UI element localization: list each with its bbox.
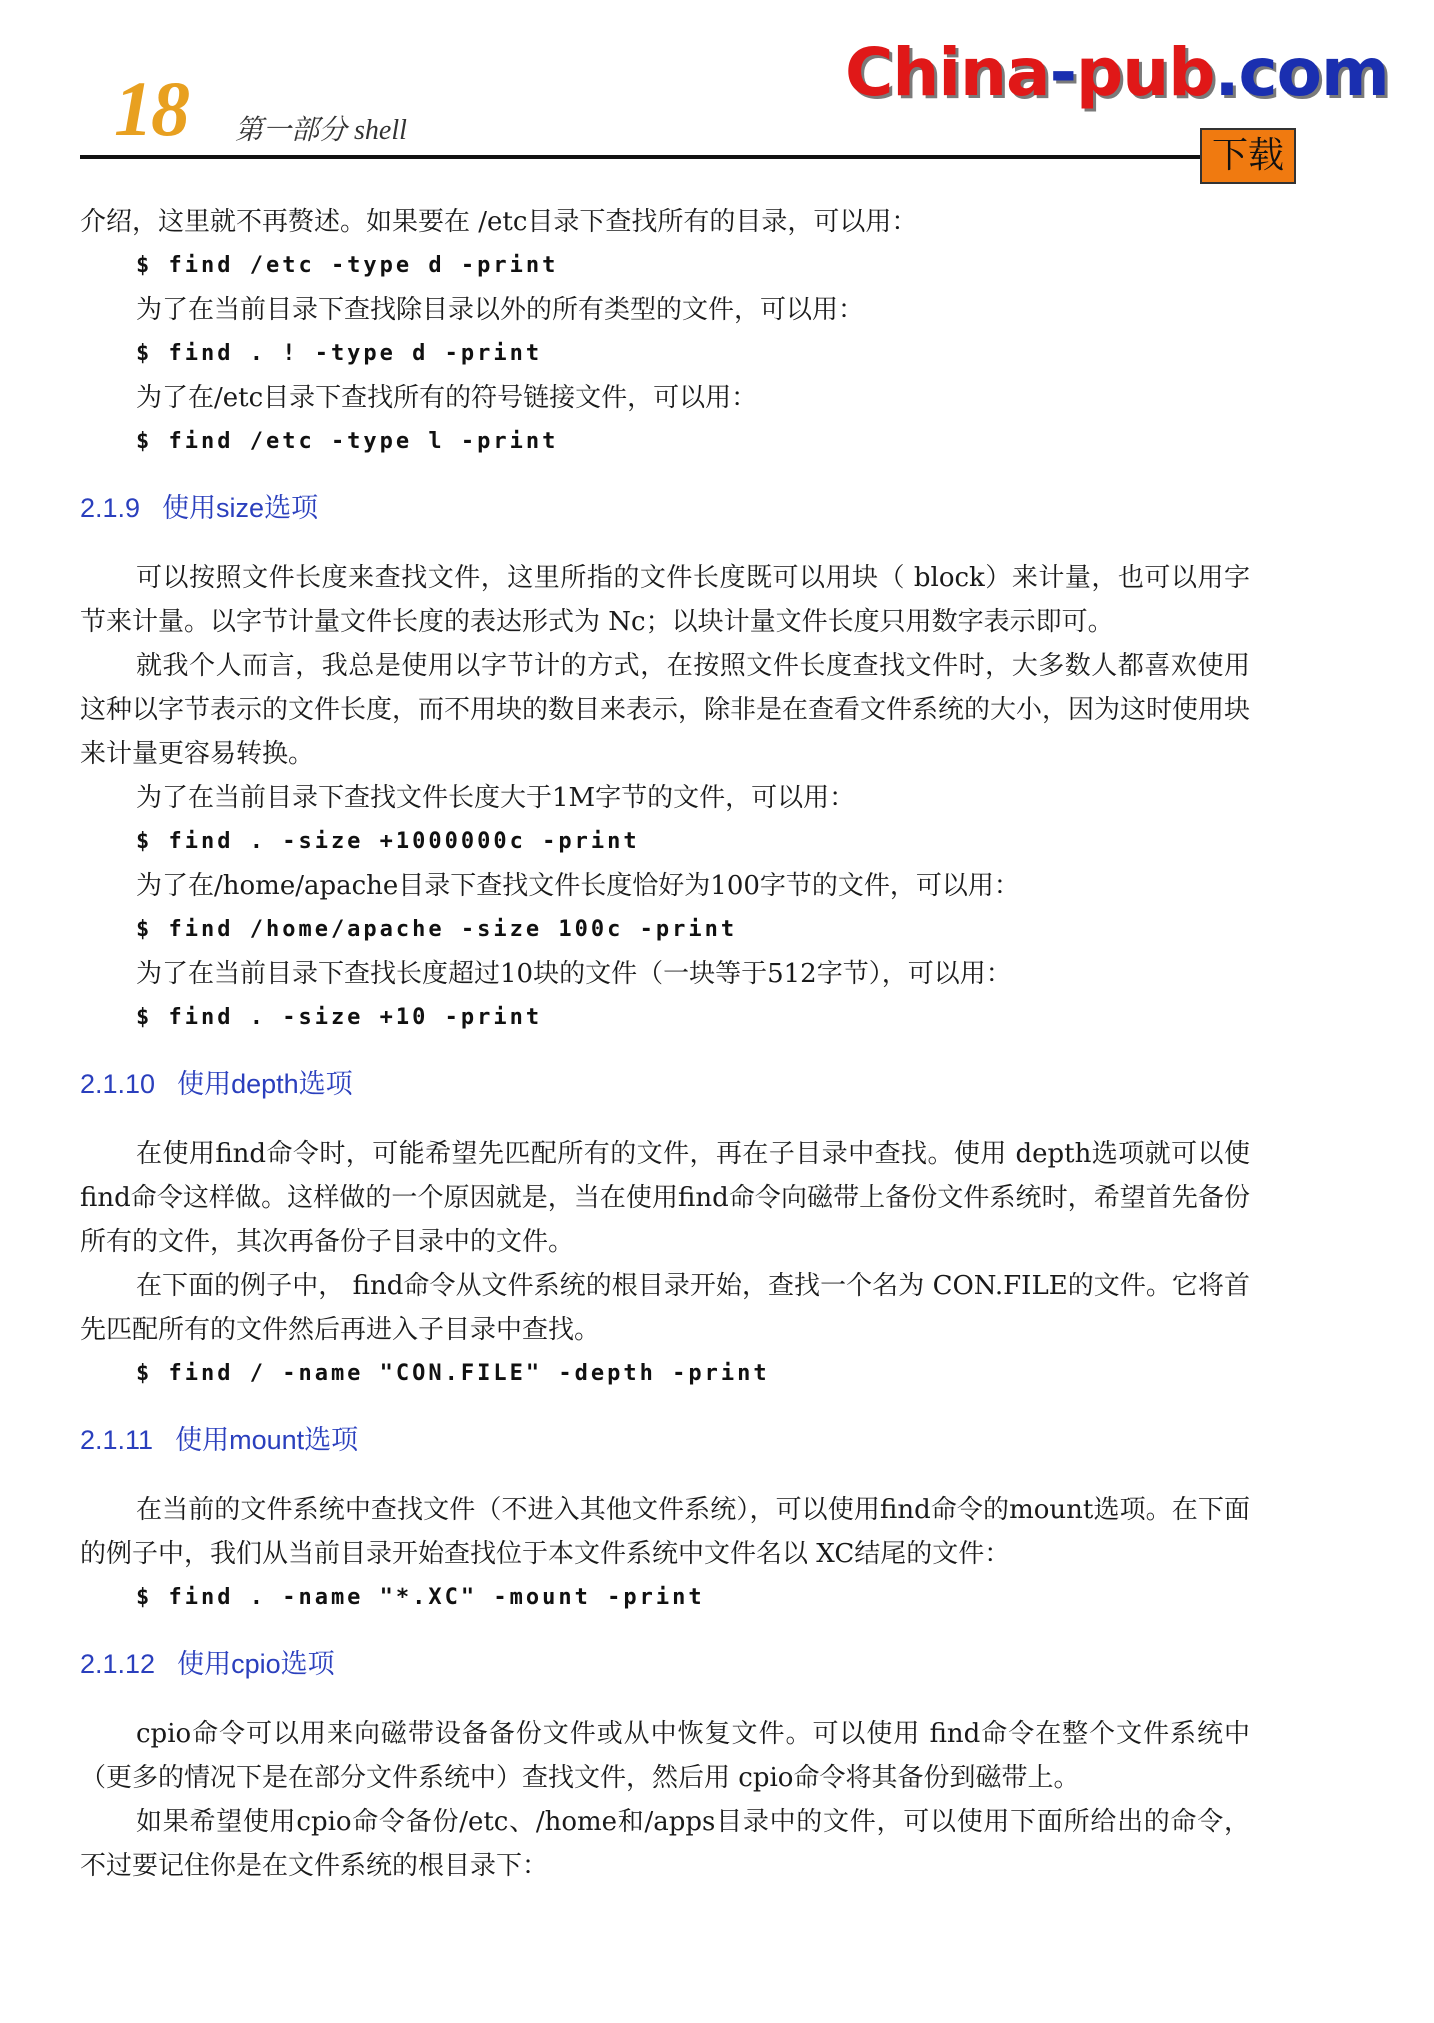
section-title: 使用depth选项 <box>177 1069 353 1099</box>
code-line: $ find . ! -type d -print <box>136 341 543 366</box>
section-heading <box>80 1644 1250 1684</box>
paragraph: 如果希望使用cpio命令备份/etc、/home和/apps目录中的文件，可以使用下面所给出的命令，不过要记住你是在文件系统的根目录下： <box>80 1807 1250 1881</box>
paragraph: 为了在/etc目录下查找所有的符号链接文件，可以用： <box>136 383 758 413</box>
download-badge[interactable]: 下载 <box>1200 128 1296 184</box>
paragraph: 就我个人而言，我总是使用以字节计的方式，在按照文件长度查找文件时，大多数人都喜欢使用这种以字节表示的文件长度，而不用块的数目来表示，除非是在查看文件系统的大小，因为这时使用块来计量更容易转换。 <box>80 651 1251 769</box>
section-number: 2.1.11 <box>80 1425 154 1455</box>
section-heading <box>80 488 1250 528</box>
section-heading <box>80 1420 1250 1460</box>
section-number: 2.1.12 <box>80 1649 156 1679</box>
code-line: $ find /etc -type l -print <box>136 429 559 454</box>
code-line: $ find /etc -type d -print <box>136 253 559 278</box>
paragraph: 在下面的例子中， find命令从文件系统的根目录开始，查找一个名为 CON.FILE的文件。它将首先匹配所有的文件然后再进入子目录中查找。 <box>80 1271 1250 1345</box>
code-line: $ find . -size +10 -print <box>136 1005 543 1030</box>
logo-part-dash: - <box>1049 34 1076 111</box>
page-body <box>80 200 1250 1888</box>
running-title: 第一部分 shell <box>235 115 407 146</box>
section-title: 使用cpio选项 <box>177 1649 335 1679</box>
page-header <box>80 34 1389 200</box>
code-line: $ find /home/apache -size 100c -print <box>136 917 738 942</box>
china-pub-logo[interactable] <box>845 34 1389 190</box>
paragraph: 为了在当前目录下查找长度超过10块的文件（一块等于512字节），可以用： <box>136 959 1012 989</box>
code-line: $ find . -size +1000000c -print <box>136 829 640 854</box>
paragraph: 可以按照文件长度来查找文件，这里所指的文件长度既可以用块（ block）来计量，也可以用字节来计量。以字节计量文件长度的表达形式为 Nc；以块计量文件长度只用数字表示即可。 <box>80 563 1250 637</box>
logo-part-com: .com <box>1214 34 1389 111</box>
section-title: 使用size选项 <box>162 493 319 523</box>
paragraph: 在当前的文件系统中查找文件（不进入其他文件系统），可以使用find命令的mount选项。在下面的例子中，我们从当前目录开始查找位于本文件系统中文件名以 XC结尾的文件： <box>80 1495 1250 1569</box>
paragraph: 为了在当前目录下查找文件长度大于1M字节的文件，可以用： <box>136 783 856 813</box>
section-heading <box>80 1064 1250 1104</box>
paragraph: cpio命令可以用来向磁带设备备份文件或从中恢复文件。可以使用 find命令在整个文件系统中（更多的情况下是在部分文件系统中）查找文件，然后用 cpio命令将其备份到磁带上。 <box>80 1719 1250 1793</box>
logo-part-china: China <box>845 34 1050 111</box>
paragraph: 为了在/home/apache目录下查找文件长度恰好为100字节的文件，可以用： <box>136 871 1020 901</box>
page-number: 18 <box>114 65 188 152</box>
code-line: $ find / -name "CON.FILE" -depth -print <box>136 1361 770 1386</box>
logo-wordmark <box>845 34 1389 111</box>
code-line: $ find . -name "*.XC" -mount -print <box>136 1585 705 1610</box>
paragraph: 为了在当前目录下查找除目录以外的所有类型的文件，可以用： <box>136 295 865 325</box>
section-number: 2.1.10 <box>80 1069 156 1099</box>
paragraph: 在使用find命令时，可能希望先匹配所有的文件，再在子目录中查找。使用 depth选项就可以使find命令这样做。这样做的一个原因就是，当在使用find命令向磁带上备份文件系统时，希望首先备份所有的文件，其次再备份子目录中的文件。 <box>80 1139 1250 1257</box>
logo-part-pub: pub <box>1075 34 1215 111</box>
section-title: 使用mount选项 <box>175 1425 359 1455</box>
paragraph: 介绍，这里就不再赘述。如果要在 /etc目录下查找所有的目录，可以用： <box>80 207 918 237</box>
section-number: 2.1.9 <box>80 493 141 523</box>
